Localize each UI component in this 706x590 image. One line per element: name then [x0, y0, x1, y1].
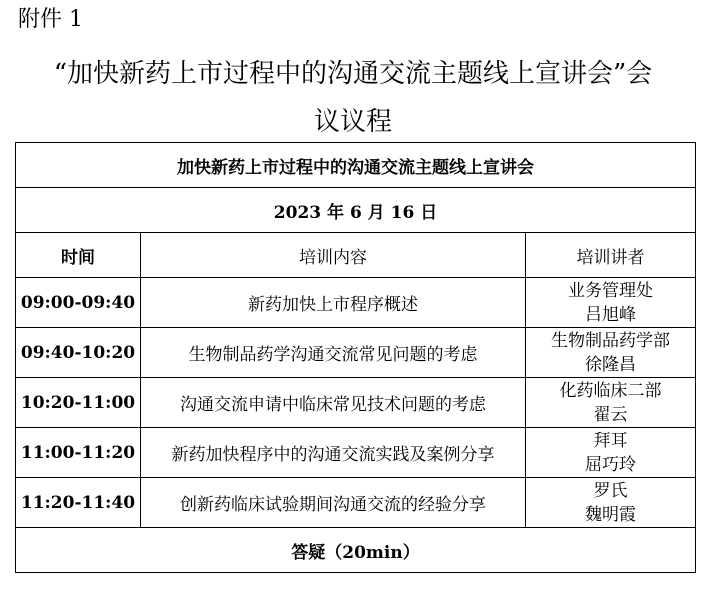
row-content: 新药加快程序中的沟通交流实践及案例分享: [141, 428, 526, 478]
table-row: [16, 478, 696, 528]
speaker-name: 翟云: [593, 404, 628, 425]
speaker-name: 屈巧玲: [585, 454, 636, 475]
date-row: [16, 188, 696, 233]
row-speaker: [526, 378, 696, 428]
row-content: 沟通交流申请中临床常见技术问题的考虑: [141, 378, 526, 428]
speaker-department: 业务管理处: [568, 280, 653, 301]
qa-row: [16, 528, 696, 573]
agenda-table: [15, 142, 696, 573]
row-time: 11:00-11:20: [16, 428, 141, 478]
table-row: [16, 428, 696, 478]
header-row: [16, 233, 696, 278]
date-cell: 2023 年 6 月 16 日: [16, 188, 696, 233]
speaker-name: 徐隆昌: [585, 354, 636, 375]
row-speaker: [526, 278, 696, 328]
row-content: 创新药临床试验期间沟通交流的经验分享: [141, 478, 526, 528]
speaker-department: 化药临床二部: [559, 380, 662, 401]
table-row: [16, 328, 696, 378]
row-time: 09:00-09:40: [16, 278, 141, 328]
speaker-name: 吕旭峰: [585, 304, 636, 325]
attachment-label: 附件 1: [18, 7, 83, 32]
row-speaker: [526, 478, 696, 528]
row-content: 生物制品药学沟通交流常见问题的考虑: [141, 328, 526, 378]
speaker-company: 拜耳: [593, 430, 628, 451]
qa-cell: 答疑（20min）: [16, 528, 696, 573]
header-content: 培训内容: [141, 233, 526, 278]
row-speaker: [526, 328, 696, 378]
row-time: 10:20-11:00: [16, 378, 141, 428]
row-speaker: [526, 428, 696, 478]
event-name-row: [16, 143, 696, 188]
row-time: 11:20-11:40: [16, 478, 141, 528]
document-title-line-1: “加快新药上市过程中的沟通交流主题线上宣讲会”会: [53, 59, 653, 89]
table-row: [16, 278, 696, 328]
header-speaker: 培训讲者: [526, 233, 696, 278]
event-name-cell: 加快新药上市过程中的沟通交流主题线上宣讲会: [16, 143, 696, 188]
document-title-line-2: 议议程: [313, 107, 392, 137]
table-row: [16, 378, 696, 428]
row-time: 09:40-10:20: [16, 328, 141, 378]
row-content: 新药加快上市程序概述: [141, 278, 526, 328]
speaker-company: 罗氏: [593, 480, 628, 501]
speaker-department: 生物制品药学部: [551, 330, 670, 351]
speaker-name: 魏明霞: [585, 504, 636, 525]
header-time: 时间: [16, 233, 141, 278]
